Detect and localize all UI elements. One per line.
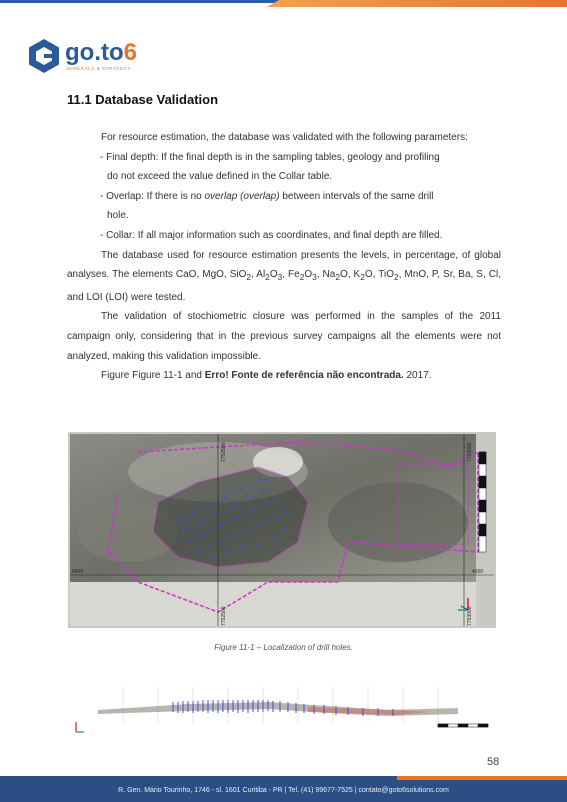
bullet-overlap: - Overlap: If there is no overlap (overlap) between intervals of the same drill [100, 190, 434, 202]
top-bar-orange-stripe [267, 0, 567, 7]
map-left-label: 6400 [72, 569, 84, 575]
scale-bar [479, 452, 486, 552]
section-heading: 11.1 Database Validation [67, 92, 219, 107]
company-logo [27, 38, 177, 74]
figure-reference-paragraph: Figure Figure 11-1 and Erro! Fonte de referência não encontrada. 2017. [101, 370, 432, 382]
bullet-final-depth-cont: do not exceed the value defined in the Collar table. [107, 171, 333, 183]
figure-caption: Figure 11-1 – Localization of drill holes. [214, 643, 353, 652]
body-text [67, 128, 501, 386]
map-top-label-left: 7752500 [221, 442, 227, 462]
logo-tagline: MINERALS & STRATEGY [67, 66, 131, 71]
page-number: 58 [487, 756, 500, 768]
logo-wordmark: go.to6 [65, 39, 137, 66]
hexagon-logo-icon [27, 38, 61, 74]
map-bottom-label-left: 7752500 [221, 606, 227, 626]
section-scale-bar [438, 724, 488, 727]
bullet-final-depth: - Final depth: If the final depth is in the sampling tables, geology and profiling [100, 151, 440, 163]
map-right-label: 4200 [472, 569, 484, 575]
elements-paragraph: The database used for resource estimation presents the levels, in percentage, of global analyses. The elements CaO, MgO, SiO$_2$, $Al_2O_3$, $Fe_2O_3$, $Na_2O$, $K_2O$, TiO$_2$, MnO, P, Sr, Ba, S, Cl, and LOI (LOI) were tested. [67, 249, 501, 303]
bullet-collar: - Collar: If all major information such as coordinates, and final depth are filled. [100, 229, 443, 241]
intro-paragraph: For resource estimation, the database was validated with the following parameters: [101, 132, 468, 143]
bullet-overlap-cont: hole. [107, 210, 129, 222]
drill-hole-location-map [68, 432, 496, 628]
drill-hole-cross-section [68, 682, 493, 738]
map-bottom-label-right: 7753000 [467, 606, 473, 626]
footer-contact-bar: R. Gen. Mário Tourinho, 1746 - sl. 1601 Curitiba - PR | Tel. (41) 99677-7525 | contato@goto6solutions.com [0, 780, 567, 802]
map-top-label-right: 7753000 [467, 442, 473, 462]
reference-error-text: Erro! Fonte de referência não encontrada. [204, 370, 404, 382]
top-bar [0, 0, 567, 8]
validation-paragraph: The validation of stochiometric closure was performed in the samples of the 2011 campaign only, considering that in the previous survey campaigns all the elements were not analyzed, making this validation impossible. [67, 311, 501, 362]
